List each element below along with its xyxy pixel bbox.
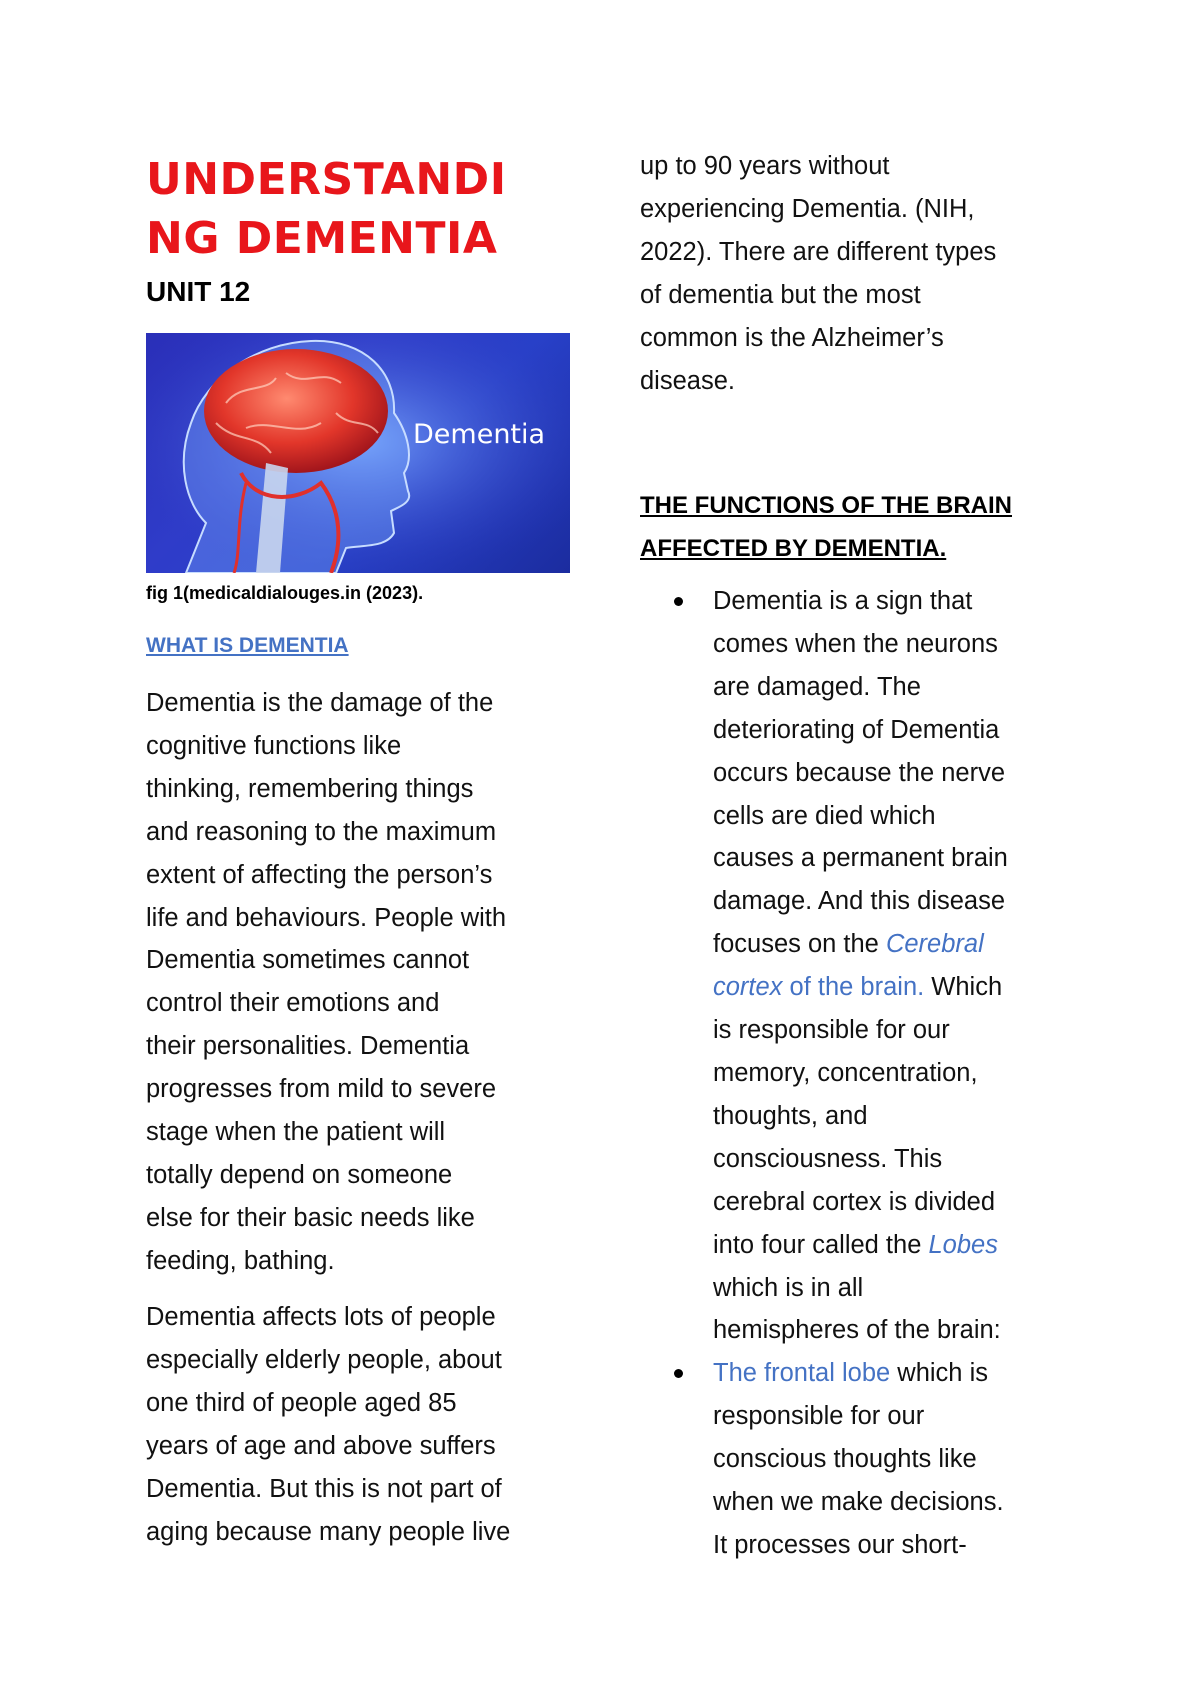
- text-line: common is the Alzheimer’s: [640, 323, 944, 352]
- bullet-icon: [674, 597, 683, 606]
- text-line: Dementia is the damage of the: [146, 689, 494, 717]
- text-line: Dementia affects lots of people: [146, 1303, 496, 1331]
- heading-line-2: AFFECTED BY DEMENTIA.: [640, 535, 947, 562]
- text-line: life and behaviours. People with: [146, 903, 507, 932]
- text-line: else for their basic needs like: [146, 1203, 475, 1232]
- paragraph-prevalence: [146, 1296, 510, 1553]
- text-line: thoughts, and: [713, 1101, 868, 1130]
- text-line: years of age and above suffers: [146, 1431, 496, 1460]
- text-line: disease.: [640, 366, 735, 395]
- text-run: Which: [924, 973, 1003, 1002]
- term-frontal-lobe: The frontal lobe: [713, 1359, 891, 1388]
- text-line: comes when the neurons: [713, 629, 998, 658]
- figure-label: Dementia: [413, 419, 546, 450]
- text-line: is responsible for our: [713, 1016, 950, 1045]
- text-line: which is in all: [713, 1273, 864, 1302]
- text-run: focuses on the: [713, 930, 886, 959]
- text-line: memory, concentration,: [713, 1058, 978, 1087]
- text-line: are damaged. The: [713, 672, 921, 701]
- term-lobes: Lobes: [928, 1230, 998, 1259]
- term-of-the-brain: of the brain.: [782, 973, 925, 1002]
- text-line: control their emotions and: [146, 989, 440, 1018]
- text-line: Dementia. But this is not part of: [146, 1474, 502, 1503]
- text-line: responsible for our: [713, 1402, 925, 1431]
- text-line: feeding, bathing.: [146, 1246, 335, 1275]
- text-line: damage. And this disease: [713, 887, 1006, 916]
- text-line: extent of affecting the person’s: [146, 860, 493, 889]
- text-line: deteriorating of Dementia: [713, 715, 1000, 744]
- text-line: especially elderly people, about: [146, 1345, 502, 1374]
- list-item: [640, 1352, 1008, 1567]
- text-line: [713, 1224, 1008, 1267]
- text-line: 2022). There are different types: [640, 237, 997, 266]
- brain-functions-list: [640, 580, 1008, 1567]
- figure-caption: fig 1(medicaldialouges.in (2023).: [146, 583, 424, 603]
- title-line-2: NG DEMENTIA: [146, 213, 498, 264]
- document-title: [146, 150, 586, 268]
- text-line: [713, 923, 1008, 966]
- text-run: into four called the: [713, 1230, 929, 1259]
- term-cortex: cortex: [713, 973, 783, 1002]
- text-line: Dementia sometimes cannot: [146, 946, 470, 975]
- list-item: [640, 580, 1008, 1352]
- dementia-brain-image: [146, 333, 570, 573]
- text-line: progresses from mild to severe: [146, 1075, 497, 1104]
- text-line: It processes our short-: [713, 1530, 967, 1559]
- text-line: up to 90 years without: [640, 152, 890, 180]
- paragraph-prevalence-continued: [640, 145, 996, 402]
- text-line: Dementia is a sign that: [713, 587, 973, 615]
- text-line: when we make decisions.: [713, 1488, 1004, 1517]
- text-line: their personalities. Dementia: [146, 1032, 470, 1061]
- section-heading-brain-functions: [640, 484, 1012, 570]
- text-line: experiencing Dementia. (NIH,: [640, 194, 975, 223]
- text-line: [713, 966, 1008, 1009]
- text-line: causes a permanent brain: [713, 844, 1008, 873]
- term-cerebral: Cerebral: [885, 930, 984, 959]
- text-line: consciousness. This: [713, 1144, 943, 1173]
- text-line: one third of people aged 85: [146, 1388, 457, 1417]
- text-line: aging because many people live: [146, 1517, 511, 1546]
- text-line: and reasoning to the maximum: [146, 817, 497, 846]
- text-line: cerebral cortex is divided: [713, 1187, 996, 1216]
- section-heading-what-is-dementia[interactable]: WHAT IS DEMENTIA: [146, 634, 349, 657]
- text-run: which is: [890, 1359, 988, 1388]
- text-line: occurs because the nerve: [713, 758, 1006, 787]
- text-line: of dementia but the most: [640, 280, 921, 309]
- text-line: cognitive functions like: [146, 731, 402, 760]
- title-line-1: UNDERSTANDI: [146, 154, 507, 205]
- heading-line-1: THE FUNCTIONS OF THE BRAIN: [640, 492, 1012, 519]
- text-line: stage when the patient will: [146, 1118, 446, 1147]
- bullet-icon: [674, 1369, 683, 1378]
- text-line: cells are died which: [713, 801, 936, 830]
- paragraph-definition: [146, 682, 506, 1283]
- text-line: conscious thoughts like: [713, 1445, 977, 1474]
- text-line: hemispheres of the brain:: [713, 1316, 1001, 1345]
- text-line: thinking, remembering things: [146, 774, 474, 803]
- text-line: [713, 1352, 1008, 1395]
- text-line: totally depend on someone: [146, 1160, 453, 1189]
- unit-label: UNIT 12: [146, 276, 251, 307]
- head-brain-illustration: [146, 333, 570, 573]
